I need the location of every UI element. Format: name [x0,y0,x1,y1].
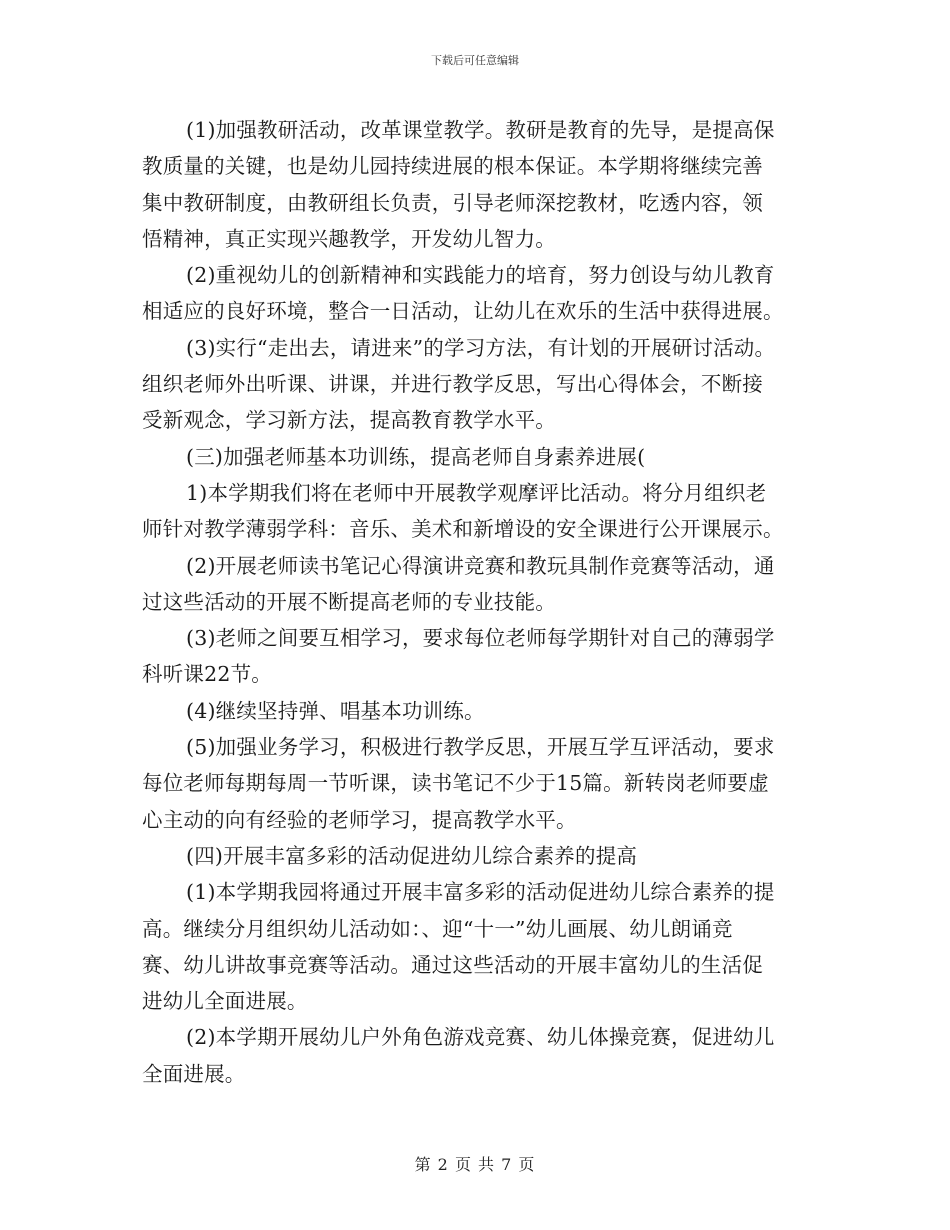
text-line: 1)本学期我们将在老师中开展教学观摩评比活动。将分月组织老 [186,480,767,505]
text-line: 科听课22节。 [142,662,272,687]
text-line: (4)继续坚持弹、唱基本功训练。 [186,698,485,723]
text-line: 每位老师每期每周一节听课，读书笔记不少于15篇。新转岗老师要虚 [142,771,769,796]
text-line: 教质量的关键，也是幼儿园持续进展的根本保证。本学期将继续完善 [142,154,763,179]
text-line: 组织老师外出听课、讲课，并进行教学反思，写出心得体会，不断接 [142,372,763,397]
page-header: 下载后可任意编辑 [431,54,519,67]
text-line: 过这些活动的开展不断提高老师的专业技能。 [142,589,556,614]
text-line: (三)加强老师基本功训练，提高老师自身素养进展( [186,444,646,469]
text-line: (2)本学期开展幼儿户外角色游戏竞赛、幼儿体操竞赛，促进幼儿 [186,1025,775,1050]
document-body [142,112,818,1092]
text-line: 赛、幼儿讲故事竞赛等活动。通过这些活动的开展丰富幼儿的生活促 [142,952,763,977]
text-line: (四)开展丰富多彩的活动促进幼儿综合素养的提高 [186,843,638,868]
text-line: (1)加强教研活动，改革课堂教学。教研是教育的先导，是提高保 [186,118,775,142]
text-line: 受新观念，学习新方法，提高教育教学水平。 [142,408,556,433]
text-line: (1)本学期我园将通过开展丰富多彩的活动促进幼儿综合素养的提 [186,880,775,905]
text-line: 悟精神，真正实现兴趣教学，开发幼儿智力。 [142,226,556,251]
text-line: 心主动的向有经验的老师学习，提高教学水平。 [142,807,577,832]
text-line: 高。继续分月组织幼儿活动如：、迎“十一”幼儿画展、幼儿朗诵竞 [142,916,733,941]
text-line: (3)老师之间要互相学习，要求每位老师每学期针对自己的薄弱学 [186,626,775,651]
text-line: 全面进展。 [142,1061,246,1086]
page-footer: 第 2 页 共 7 页 [414,1155,536,1174]
text-line: 进幼儿全面进展。 [142,989,308,1014]
text-line: 师针对教学薄弱学科：音乐、美术和新增设的安全课进行公开课展示。 [142,517,784,542]
text-line: (5)加强业务学习，积极进行教学反思，开展互学互评活动，要求 [186,735,775,760]
text-line: (2)开展老师读书笔记心得演讲竞赛和教玩具制作竞赛等活动，通 [186,553,775,578]
text-line: (3)实行“走出去，请进来”的学习方法，有计划的开展研讨活动。 [186,335,776,360]
text-line: 集中教研制度，由教研组长负责，引导老师深挖教材，吃透内容，领 [142,190,763,215]
text-line: 相适应的良好环境，整合一日活动，让幼儿在欢乐的生活中获得进展。 [142,299,784,324]
text-line: (2)重视幼儿的创新精神和实践能力的培育，努力创设与幼儿教育 [186,263,775,288]
